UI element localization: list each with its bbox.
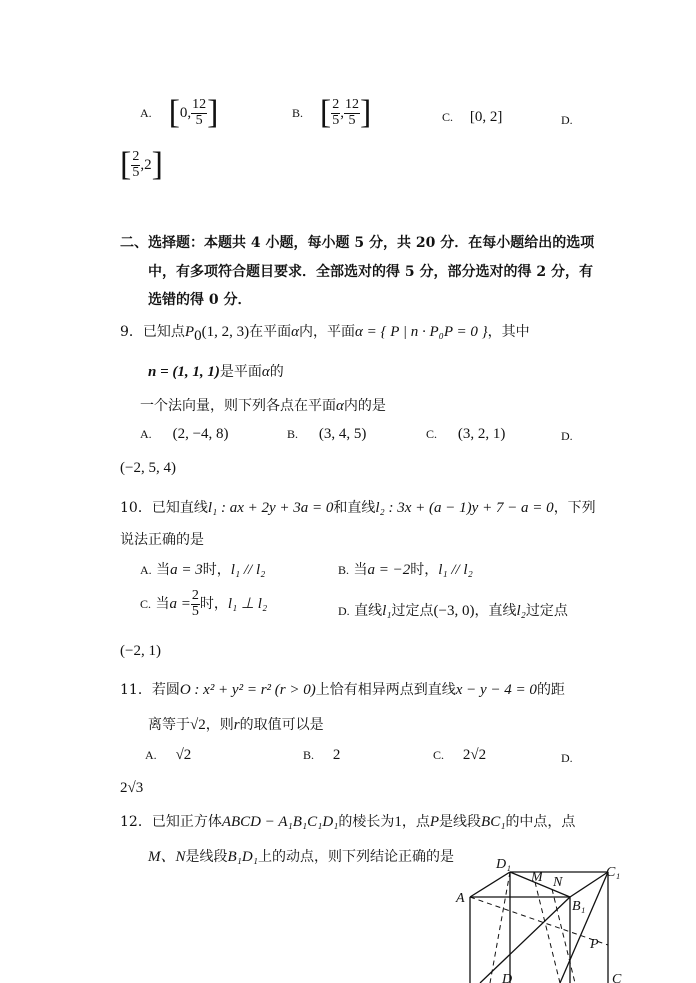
q11-option-c-value: 2√2 (462, 747, 487, 763)
edge-d1-a1 (470, 872, 510, 897)
q10-option-d-text-b: 过定点 (391, 603, 434, 619)
label-d1: D₁ (496, 857, 511, 872)
q9-option-a (140, 426, 229, 443)
q12-stem-b: 的棱长为 (338, 814, 395, 830)
q10-option-c (140, 589, 267, 619)
q9-stem-d: ，其中 (487, 324, 530, 340)
label-n: N (553, 875, 563, 890)
q8-option-c (442, 109, 502, 126)
q12-one: 1 (394, 814, 402, 830)
q10-option-b-relation: l₁ // l₂ (438, 562, 473, 578)
label-b1: B₁ (572, 899, 586, 914)
q8-d-close-bracket: ] (151, 146, 163, 183)
label-p: P (590, 937, 599, 952)
q10-option-a (140, 559, 265, 579)
dash-n-down (552, 889, 575, 983)
q8-option-a-letter: A. (140, 106, 152, 120)
line-b1-down (480, 897, 570, 983)
diag-d1-b1 (510, 872, 570, 897)
q9-line3-end: 内的是 (343, 398, 386, 414)
q10-option-a-relation: l₁ // l₂ (230, 562, 266, 578)
q8-a-fraction: $\frac{12}{5}$ (192, 96, 207, 128)
q9-alpha-3: α (336, 398, 344, 414)
q10-option-d-l1: l₁ (382, 603, 392, 619)
q10-stem-a: 10．已知直线 (120, 500, 208, 516)
q10-option-d-point2 (120, 643, 161, 660)
q10-option-d-text-c: ，直线 (474, 603, 517, 619)
q12-line2-a: 是线段 (185, 849, 228, 865)
q10-l2-expr: l₂ : 3x + (a − 1)y + 7 − a = 0 (375, 500, 554, 516)
q10-stem-b: 和直线 (333, 500, 376, 516)
q12-stem-a: 12．已知正方体 (120, 814, 222, 830)
q9-option-b-value: (3, 4, 5) (318, 426, 367, 442)
q10-option-d-l2: l₂ (516, 603, 526, 619)
q9-option-d-letter-wrap (561, 428, 573, 444)
q9-stem-f: 的 (269, 364, 284, 380)
dash-d1-down (490, 872, 513, 983)
q8-d-fraction: $\frac{2}{5}$ (132, 148, 140, 180)
q8-option-d-letter: D. (561, 113, 573, 127)
q9-option-d-letter: D. (561, 429, 573, 443)
q11-option-b (303, 747, 340, 764)
q9-option-d-val: (−2, 5, 4) (120, 460, 176, 476)
q9-stem-a: 9．已知点 (120, 324, 185, 340)
q10-option-c-cond: a = (169, 596, 191, 613)
q11-line-eq: x − y − 4 = 0 (455, 682, 537, 698)
q8-option-c-letter: C. (442, 110, 454, 124)
q11-stem-line1 (120, 679, 565, 699)
q9-option-a-value: (2, −4, 8) (172, 426, 229, 442)
diag-c1-b (560, 872, 608, 983)
q10-option-d-text-d: 过定点 (525, 603, 568, 619)
q9-option-b-letter: B. (287, 427, 299, 441)
q9-stem-line3 (140, 395, 386, 415)
q9-stem-b: 在平面 (249, 324, 292, 340)
q9-line3: 一个法向量，则下列各点在平面 (140, 398, 336, 414)
q11-r: r (233, 717, 240, 733)
q12-stem-line2 (148, 845, 454, 866)
q10-option-b-cond: a = −2 (367, 562, 411, 578)
q8-a-low: 0, (179, 105, 192, 121)
q8-option-b-letter: B. (292, 106, 304, 120)
q9-stem-e: 是平面 (219, 364, 262, 380)
q11-stem-c: 的距 (536, 682, 565, 698)
q9-stem-c: 内，平面 (298, 324, 355, 340)
q11-option-c (433, 747, 486, 764)
q9-stem-line2 (148, 361, 284, 381)
q10-option-c-relation: l₁ ⊥ l₂ (227, 596, 268, 613)
q12-line2-b: 上的动点，则下列结论正确的是 (257, 849, 454, 865)
q12-cube: ABCD − A₁B₁C₁D₁ (221, 814, 339, 830)
q10-stem-line2: 说法正确的是 (120, 532, 204, 548)
q12-p: P (429, 814, 440, 830)
q9-alpha-2: α (261, 364, 270, 380)
q12-stem-c: ，点 (401, 814, 430, 830)
q12-stem-e: 的中点，点 (505, 814, 576, 830)
section-heading-line3: 选错的得 0 分． (148, 292, 252, 308)
q10-option-b (338, 559, 473, 579)
q10-option-c-text-a: 当 (155, 596, 170, 613)
q11-option-b-letter: B. (303, 748, 315, 762)
q9-p0-coord: (1, 2, 3) (201, 324, 250, 340)
q10-stem-c: ，下列 (553, 500, 596, 516)
section-heading-line1: 二、选择题：本题共 4 小题，每小题 5 分，共 20 分．在每小题给出的选项 (120, 235, 595, 251)
q9-option-b (287, 426, 366, 443)
q9-option-c-letter: C. (426, 427, 438, 441)
label-m: M (531, 870, 543, 885)
q8-b-sep: , (340, 105, 344, 121)
q8-d-high: ,2 (140, 157, 152, 173)
q10-option-a-cond: a = 3 (170, 562, 203, 578)
label-c1: C₁ (606, 865, 621, 880)
q10-option-c-fraction: $\frac{2}{5}$ (191, 588, 199, 619)
q8-b-fraction-low: $\frac{2}{5}$ (332, 96, 340, 128)
q9-normal-vector: n = (1, 1, 1) (148, 364, 220, 380)
q12-b1d1: B₁D₁ (227, 849, 258, 865)
q10-option-a-letter: A. (140, 563, 152, 577)
q8-d-open-bracket: [ (120, 146, 132, 183)
q9-stem-line1 (120, 321, 530, 345)
q12-stem-d: 是线段 (439, 814, 482, 830)
q12-mn: M、N (148, 849, 186, 865)
q9-set-expression: α = { P | n · P₀P = 0 } (354, 324, 488, 340)
section-heading-line2: 中，有多项符合题目要求．全部选对的得 5 分，部分选对的得 2 分，有 (148, 264, 593, 280)
q10-option-a-text-b: 时， (202, 562, 231, 578)
q10-option-d-point1: (−3, 0) (433, 603, 475, 619)
q9-option-c-value: (3, 2, 1) (457, 426, 506, 442)
q12-stem-line1 (120, 811, 575, 831)
q10-stem-line1 (120, 497, 596, 517)
edge-c1-b1 (570, 872, 608, 897)
q11-option-a (145, 747, 191, 764)
q11-sqrt2: √2 (190, 717, 206, 733)
dash-m-down (535, 882, 560, 983)
q10-option-b-letter: B. (338, 563, 350, 577)
q8-options-row (140, 96, 218, 130)
q11-stem-b: 上恰有相异两点到直线 (315, 682, 456, 698)
q9-p0-sub: 0 (194, 327, 202, 344)
q11-circle-eq: O : x² + y² = r² (r > 0) (179, 682, 316, 698)
q11-option-d-val: 2√3 (120, 780, 144, 796)
q8-option-b (292, 96, 371, 130)
label-d: D (502, 972, 513, 983)
label-a: A (456, 891, 465, 906)
q9-alpha: α (291, 324, 299, 340)
label-c: C (612, 972, 622, 983)
q10-l1-expr: l₁ : ax + 2y + 3a = 0 (207, 500, 334, 516)
q11-option-d-value (120, 780, 143, 797)
q10-option-b-text-b: 时， (410, 562, 439, 578)
q11-stem-line2 (148, 714, 324, 734)
q10-option-c-letter: C. (140, 597, 152, 612)
q8-option-c-value: [0, 2] (469, 109, 503, 125)
q9-option-c (426, 426, 505, 443)
q10-option-d-point2-val: (−2, 1) (120, 643, 161, 659)
q11-line2-c: 的取值可以是 (239, 717, 324, 733)
q9-option-d-value (120, 460, 176, 477)
q10-option-d (338, 600, 568, 620)
q8-a-open-bracket: [ (168, 94, 180, 131)
q8-b-open-bracket: [ (319, 94, 332, 131)
q10-option-d-letter: D. (338, 604, 350, 618)
q10-option-c-text-b: 时， (199, 596, 228, 613)
q8-b-fraction-high: $\frac{12}{5}$ (345, 96, 359, 128)
q8-a-close-bracket: ] (207, 94, 219, 131)
q9-p0: P (184, 324, 195, 340)
q11-option-b-value: 2 (332, 747, 341, 763)
q11-option-d-letter-wrap (561, 750, 573, 766)
q12-bc1: BC₁ (481, 814, 506, 830)
q8-option-d-value (120, 148, 163, 182)
q10-option-b-text-a: 当 (353, 562, 368, 578)
q10-option-d-text-a: 直线 (354, 603, 383, 619)
q11-stem-a: 11．若圆 (120, 682, 180, 698)
q9-option-a-letter: A. (140, 427, 152, 441)
q11-option-a-value: √2 (175, 747, 192, 763)
q8-option-d-letter-wrap (561, 112, 573, 128)
q10-option-a-text-a: 当 (156, 562, 171, 578)
q11-option-d-letter: D. (561, 751, 573, 765)
q11-line2-a: 离等于 (148, 717, 190, 733)
q11-option-a-letter: A. (145, 748, 157, 762)
q11-line2-b: ，则 (205, 717, 234, 733)
q8-b-close-bracket: ] (360, 94, 372, 131)
q11-option-c-letter: C. (433, 748, 445, 762)
dash-a-p (470, 897, 608, 945)
